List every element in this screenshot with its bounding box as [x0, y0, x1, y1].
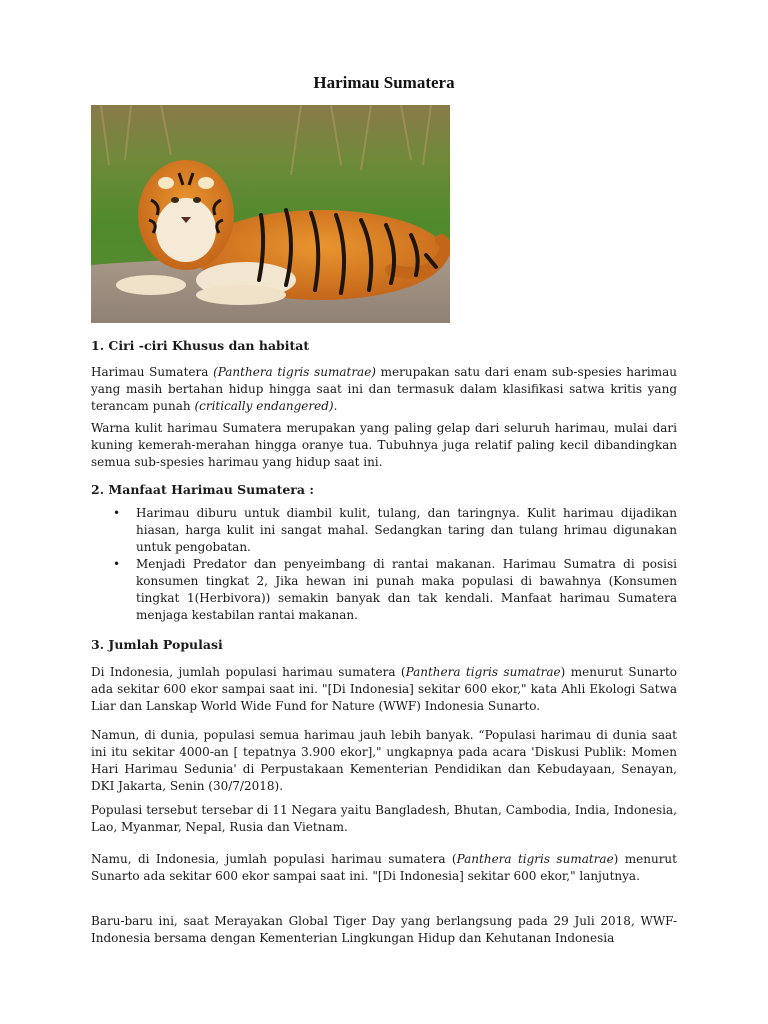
- paragraph-populasi-5: Baru-baru ini, saat Merayakan Global Tiger Day yang berlangsung pada 29 Juli 2018, WWF-Indonesia bersama dengan Kementerian Lingkungan Hidup dan Kehutanan Indonesia: [91, 914, 677, 945]
- tiger-photo: [91, 105, 450, 323]
- section-heading-populasi: 3. Jumlah Populasi: [91, 637, 223, 652]
- bullet-icon: •: [113, 557, 121, 571]
- paragraph-populasi-4: Namu, di Indonesia, jumlah populasi harimau sumatera (Panthera tigris sumatrae) menurut Sunarto ada sekitar 600 ekor sampai saat ini. "[Di Indonesia] sekitar 600 ekor," lanjutnya.: [91, 852, 677, 883]
- list-item: • Harimau diburu untuk diambil kulit, tulang, dan taringnya. Kulit harimau dijadikan hiasan, harga kulit ini sangat mahal. Sedangkan taring dan tulang hrimau digunakan untuk pengobatan.: [113, 506, 677, 554]
- page-title: Harimau Sumatera: [313, 73, 455, 92]
- paragraph-populasi-2: Namun, di dunia, populasi semua harimau jauh lebih banyak. “Populasi harimau di dunia saat ini itu sekitar 4000-an [ tepatnya 3.900 ekor]," ungkapnya pada acara 'Diskusi Publik: Momen Hari Harimau Sedunia' di Perpustakaan Kementerian Pendidikan dan Kebudayaan, Senayan, DKI Jakarta, Senin (30/7/2018).: [91, 728, 677, 793]
- paragraph-populasi-3: Populasi tersebut tersebar di 11 Negara yaitu Bangladesh, Bhutan, Cambodia, India, Indonesia, Lao, Myanmar, Nepal, Rusia dan Vietnam.: [91, 803, 677, 834]
- section-heading-ciri: 1. Ciri -ciri Khusus dan habitat: [91, 338, 310, 353]
- paragraph-ciri-2: Warna kulit harimau Sumatera merupakan yang paling gelap dari seluruh harimau, mulai dari kuning kemerah-merahan hingga oranye tua. Tubuhnya juga relatif paling kecil dibandingkan semua sub-spesies harimau yang hidup saat ini.: [91, 421, 677, 469]
- bullet-icon: •: [113, 506, 121, 520]
- manfaat-list: [91, 505, 677, 624]
- paragraph-ciri-1: Harimau Sumatera (Panthera tigris sumatrae) merupakan satu dari enam sub-spesies harimau yang masih bertahan hidup hingga saat ini dan termasuk dalam klasifikasi satwa kritis yang terancam punah (critically endangered).: [91, 365, 678, 413]
- list-item: • Menjadi Predator dan penyeimbang di rantai makanan. Harimau Sumatra di posisi konsumen tingkat 2, Jika hewan ini punah maka populasi di bawahnya (Konsumen tingkat 1(Herbivora)) semakin banyak dan tak kendali. Manfaat harimau Sumatera menjaga kestabilan rantai makanan.: [113, 557, 677, 622]
- section-heading-manfaat: 2. Manfaat Harimau Sumatera :: [91, 482, 314, 497]
- paragraph-populasi-1: Di Indonesia, jumlah populasi harimau sumatera (Panthera tigris sumatrae) menurut Sunarto ada sekitar 600 ekor sampai saat ini. "[Di Indonesia] sekitar 600 ekor," kata Ahli Ekologi Satwa Liar dan Lanskap World Wide Fund for Nature (WWF) Indonesia Sunarto.: [91, 665, 677, 713]
